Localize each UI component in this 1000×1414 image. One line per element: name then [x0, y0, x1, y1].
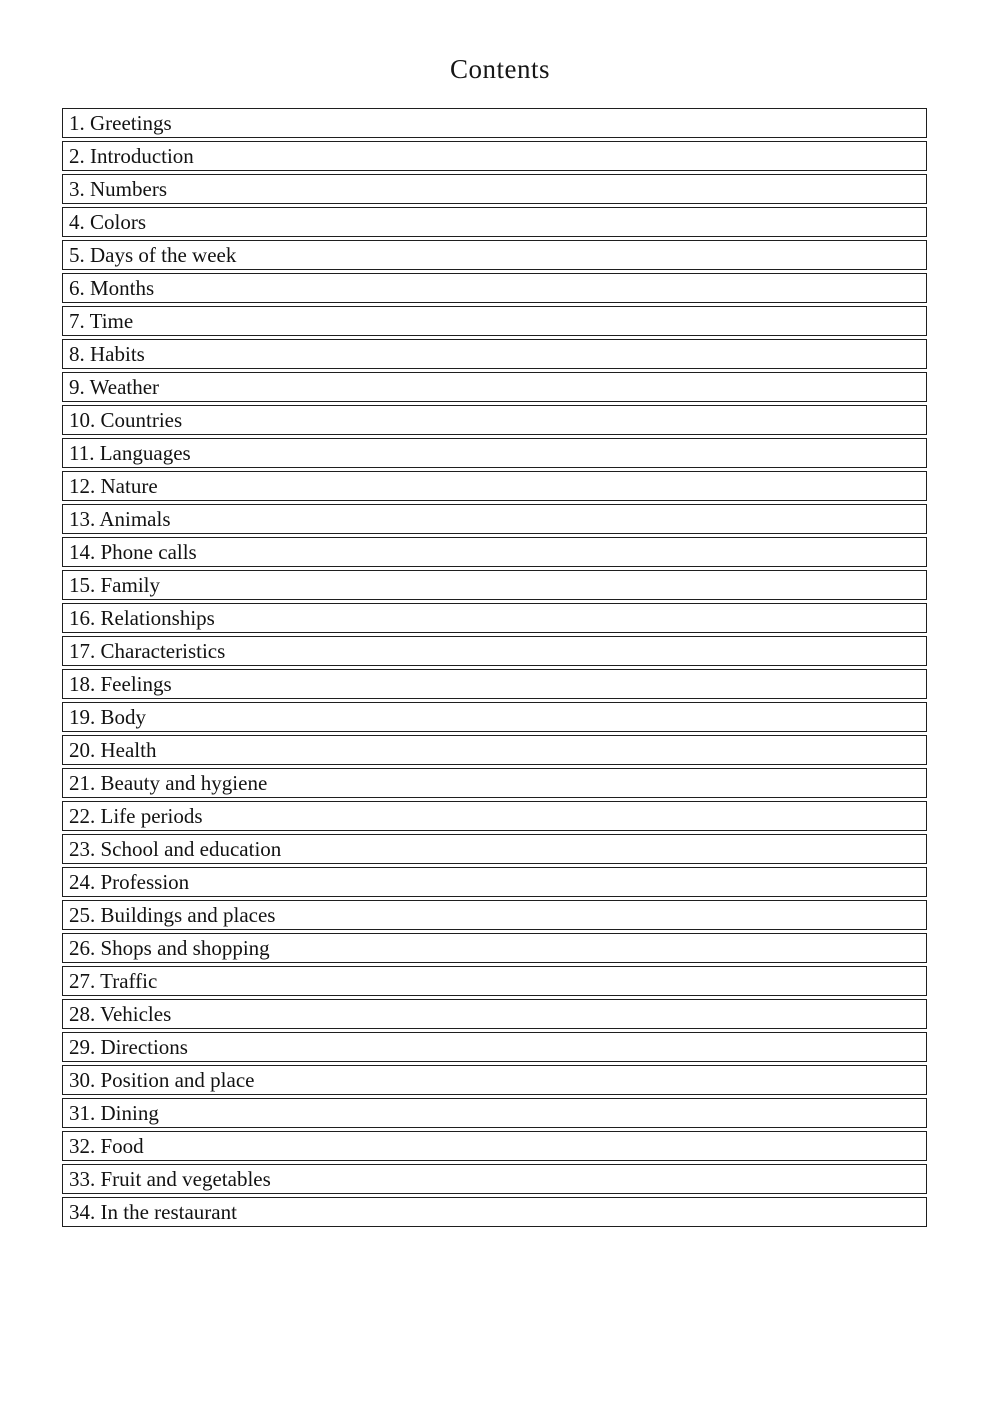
- toc-row: [62, 108, 927, 138]
- toc-row: [62, 570, 927, 600]
- toc-entry-label: 18. Feelings: [69, 671, 172, 696]
- toc-entry-label: 22. Life periods: [69, 803, 203, 828]
- toc-entry-label: 3. Numbers: [69, 176, 167, 201]
- toc-row: [62, 1131, 927, 1161]
- toc-entry-label: 34. In the restaurant: [69, 1199, 237, 1224]
- toc-entry-label: 2. Introduction: [69, 143, 194, 168]
- toc-entry-label: 13. Animals: [69, 506, 171, 531]
- toc-entry-label: 11. Languages: [69, 440, 191, 465]
- toc-entry-label: 8. Habits: [69, 341, 145, 366]
- toc-row: [62, 702, 927, 732]
- toc-row: [62, 669, 927, 699]
- toc-row: [62, 735, 927, 765]
- toc-row: [62, 240, 927, 270]
- toc-entry-label: 21. Beauty and hygiene: [69, 770, 268, 795]
- toc-row: [62, 999, 927, 1029]
- toc-row: [62, 1065, 927, 1095]
- toc-row: [62, 801, 927, 831]
- toc-row: [62, 438, 927, 468]
- toc-entry-label: 32. Food: [69, 1133, 144, 1158]
- toc-entry-label: 9. Weather: [69, 374, 160, 399]
- toc-row: [62, 1032, 927, 1062]
- toc-entry-label: 30. Position and place: [69, 1067, 255, 1092]
- toc-entry-label: 10. Countries: [69, 407, 183, 432]
- toc-row: [62, 603, 927, 633]
- page-title: Contents: [449, 54, 550, 84]
- toc-row: [62, 504, 927, 534]
- toc-row: [62, 372, 927, 402]
- toc-entry-label: 4. Colors: [69, 209, 147, 234]
- toc-entry-label: 6. Months: [69, 275, 155, 300]
- toc-entry-label: 28. Vehicles: [69, 1001, 172, 1026]
- toc-entry-label: 1. Greetings: [69, 110, 172, 135]
- toc-row: [62, 537, 927, 567]
- toc-row: [62, 1098, 927, 1128]
- toc-row: [62, 273, 927, 303]
- toc-row: [62, 900, 927, 930]
- toc-row: [62, 141, 927, 171]
- toc-entry-label: 20. Health: [69, 737, 157, 762]
- toc-entry-label: 31. Dining: [69, 1100, 159, 1125]
- toc-entry-label: 14. Phone calls: [69, 539, 197, 564]
- toc-entry-label: 24. Profession: [69, 869, 190, 894]
- toc-row: [62, 339, 927, 369]
- toc-entry-label: 29. Directions: [69, 1034, 188, 1059]
- toc-row: [62, 405, 927, 435]
- toc-row: [62, 306, 927, 336]
- toc-row: [62, 933, 927, 963]
- toc-row: [62, 966, 927, 996]
- toc-entry-label: 26. Shops and shopping: [69, 935, 270, 960]
- toc-entry-label: 23. School and education: [69, 836, 282, 861]
- toc-row: [62, 768, 927, 798]
- toc-row: [62, 834, 927, 864]
- toc-entry-label: 17. Characteristics: [69, 638, 226, 663]
- toc-row: [62, 636, 927, 666]
- toc-entry-label: 7. Time: [69, 308, 134, 333]
- toc-entry-label: 5. Days of the week: [69, 242, 237, 267]
- toc-row: [62, 207, 927, 237]
- contents-table: [62, 108, 927, 1230]
- toc-entry-label: 27. Traffic: [69, 968, 158, 993]
- toc-entry-label: 25. Buildings and places: [69, 902, 276, 927]
- toc-row: [62, 174, 927, 204]
- toc-entry-label: 15. Family: [69, 572, 161, 597]
- toc-entry-label: 16. Relationships: [69, 605, 215, 630]
- toc-entry-label: 19. Body: [69, 704, 147, 729]
- toc-entry-label: 33. Fruit and vegetables: [69, 1166, 271, 1191]
- toc-row: [62, 1164, 927, 1194]
- toc-row: [62, 1197, 927, 1227]
- toc-row: [62, 867, 927, 897]
- toc-entry-label: 12. Nature: [69, 473, 158, 498]
- toc-row: [62, 471, 927, 501]
